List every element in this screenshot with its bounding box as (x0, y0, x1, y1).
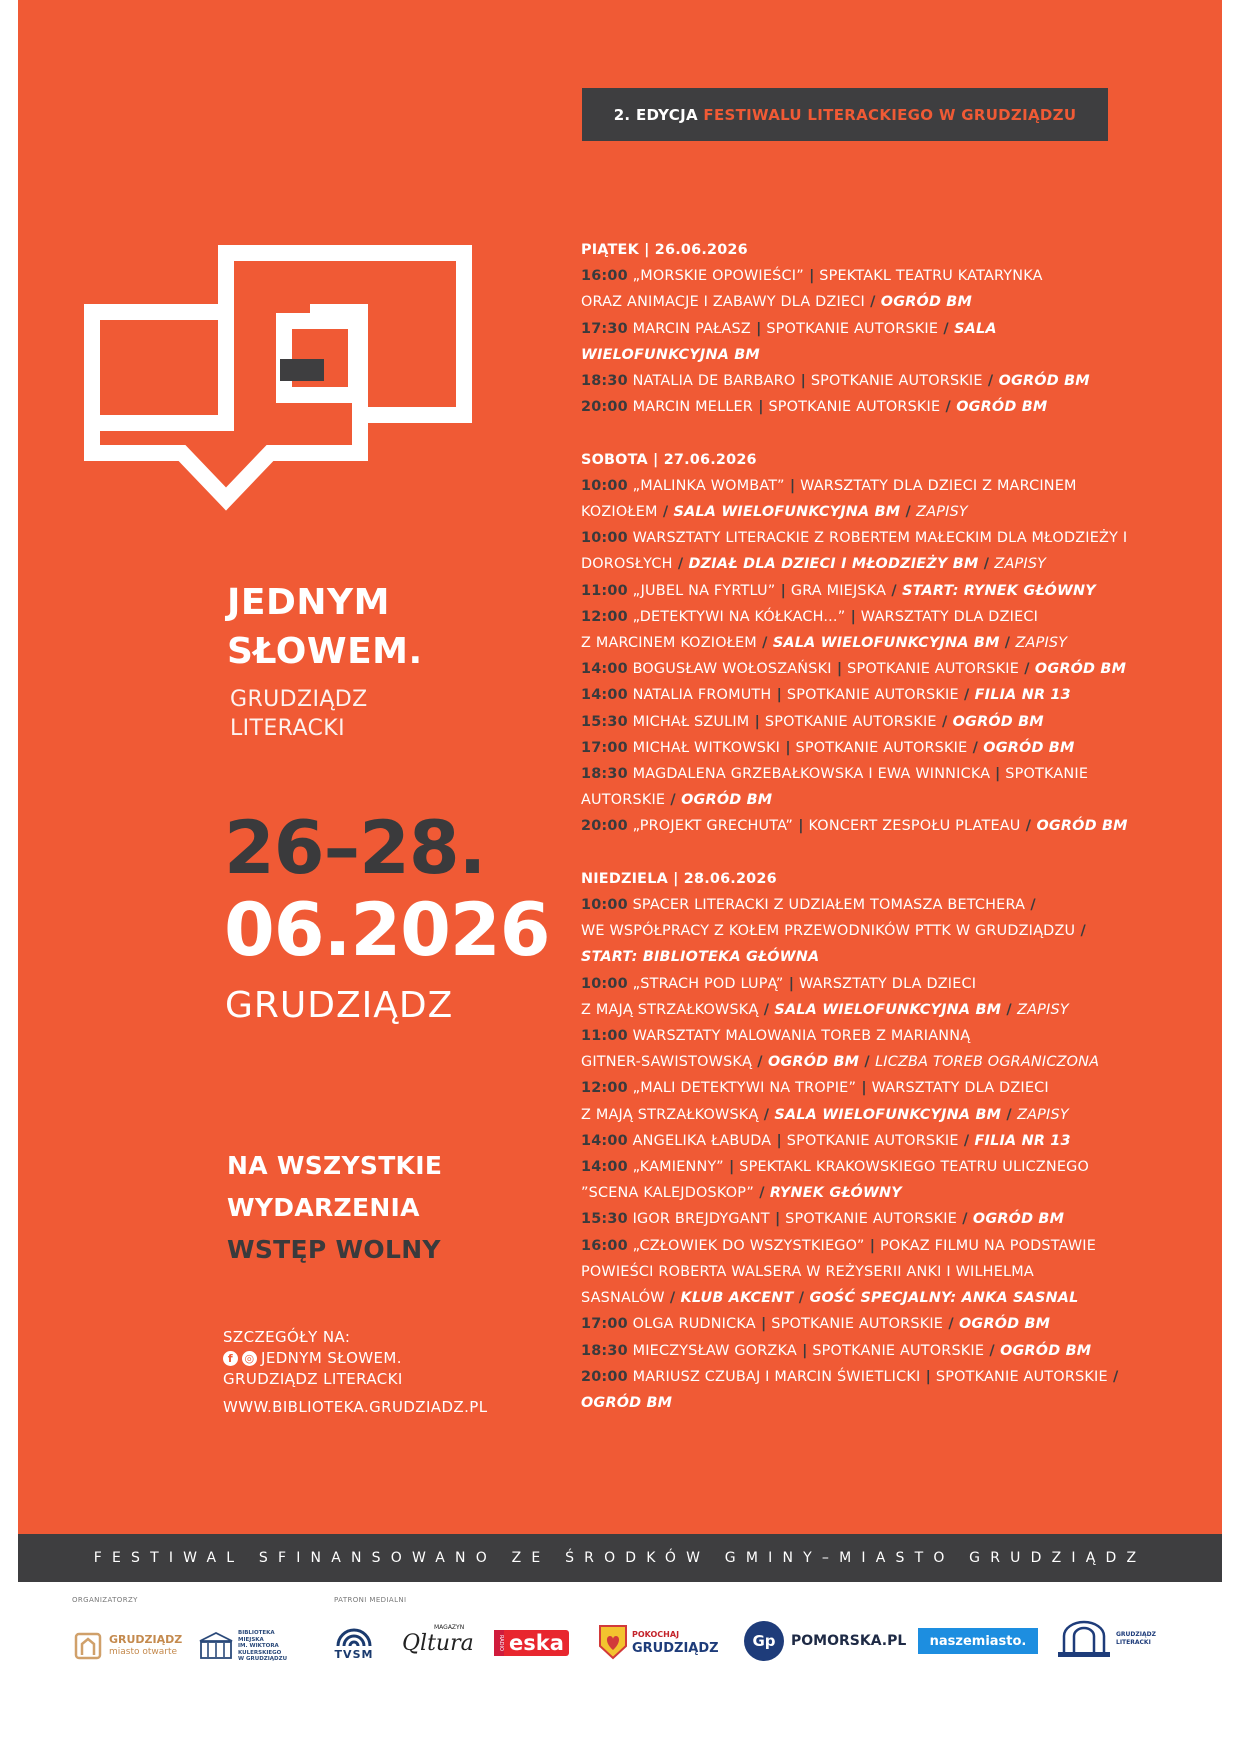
pomorska-logo[interactable]: Gp POMORSKA.PL (744, 1621, 906, 1661)
eska-logo[interactable]: RADIO eska (494, 1630, 569, 1656)
day-header-saturday: SOBOTA | 27.06.2026 (581, 451, 757, 468)
event-line: 14:00 NATALIA FROMUTH | SPOTKANIE AUTORSKIE / FILIA NR 13 (581, 687, 1071, 704)
event-line: 18:30 NATALIA DE BARBARO | SPOTKANIE AUTORSKIE / OGRÓD BM (581, 373, 1090, 390)
qltura-logo[interactable]: MAGAZYN Qltura (402, 1624, 474, 1656)
event-line: Z MAJĄ STRZAŁKOWSKĄ / SALA WIELOFUNKCYJNA BM / ZAPISY (581, 1106, 1069, 1123)
event-line: WIELOFUNKCYJNA BM (581, 346, 760, 363)
schedule (581, 237, 1171, 1416)
instagram-icon[interactable]: ◎ (242, 1351, 257, 1366)
event-line: 20:00 „PROJEKT GRECHUTA” | KONCERT ZESPOŁU PLATEAU / OGRÓD BM (581, 818, 1128, 835)
free-entry-notice: NA WSZYSTKIE WYDARZENIA WSTĘP WOLNY (227, 1151, 443, 1264)
heart-crest-icon (598, 1624, 628, 1660)
event-line: 18:30 MIECZYSŁAW GORZKA | SPOTKANIE AUTORSKIE / OGRÓD BM (581, 1342, 1092, 1359)
event-line: 11:00 WARSZTATY MALOWANIA TOREB Z MARIANNĄ (581, 1028, 971, 1045)
brand-subtitle: GRUDZIĄDZ LITERACKI (230, 687, 368, 741)
day-header-friday: PIĄTEK | 26.06.2026 (581, 242, 748, 258)
funding-bar: FESTIWAL SFINANSOWANO ZE ŚRODKÓW GMINY–MIASTO GRUDZIĄDZ (18, 1534, 1222, 1582)
media-patrons-label: PATRONI MEDIALNI (334, 1596, 407, 1604)
tvsm-waves-icon (333, 1626, 375, 1648)
event-line: SASNALÓW / KLUB AKCENT / GOŚĆ SPECJALNY: ANKA SASNAL (581, 1290, 1079, 1307)
event-line: DOROSŁYCH / DZIAŁ DLA DZIECI I MŁODZIEŻY BM / ZAPISY (581, 556, 1047, 573)
gp-icon: Gp (744, 1621, 784, 1661)
event-line: 18:30 MAGDALENA GRZEBAŁKOWSKA I EWA WINNICKA | SPOTKANIE (581, 766, 1089, 783)
social-name-2: GRUDZIĄDZ LITERACKI (223, 1370, 403, 1388)
event-line: 12:00 „MALI DETEKTYWI NA TROPIE” | WARSZTATY DLA DZIECI (581, 1080, 1049, 1097)
event-line: 14:00 BOGUSŁAW WOŁOSZAŃSKI | SPOTKANIE AUTORSKIE / OGRÓD BM (581, 661, 1127, 678)
event-line: KOZIOŁEM / SALA WIELOFUNKCYJNA BM / ZAPISY (581, 504, 968, 521)
event-line: 10:00 „MALINKA WOMBAT” | WARSZTATY DLA DZIECI Z MARCINEM (581, 477, 1077, 494)
event-line: 16:00 „MORSKIE OPOWIEŚCI” | SPEKTAKL TEATRU KATARYNKA (581, 268, 1043, 285)
tvsm-logo[interactable]: TVSM (333, 1626, 375, 1661)
event-line: 14:00 „KAMIENNY” | SPEKTAKL KRAKOWSKIEGO TEATRU ULICZNEGO (581, 1159, 1090, 1176)
event-line: Z MARCINEM KOZIOŁEM / SALA WIELOFUNKCYJNA BM / ZAPISY (581, 635, 1068, 652)
naszemiasto-logo[interactable]: naszemiasto. (918, 1628, 1038, 1654)
event-line: 17:00 OLGA RUDNICKA | SPOTKANIE AUTORSKIE / OGRÓD BM (581, 1316, 1051, 1333)
details-block (223, 1327, 487, 1418)
event-line: 20:00 MARIUSZ CZUBAJ I MARCIN ŚWIETLICKI | SPOTKANIE AUTORSKIE / (581, 1368, 1119, 1385)
event-line: 20:00 MARCIN MELLER | SPOTKANIE AUTORSKIE / OGRÓD BM (581, 399, 1048, 416)
social-row (223, 1348, 487, 1369)
organizers-label: ORGANIZATORZY (72, 1596, 138, 1604)
brand-title: JEDNYM SŁOWEM. (227, 582, 423, 672)
edition-festival-name: FESTIWALU LITERACKIEGO W GRUDZIĄDZU (703, 105, 1077, 124)
library-logo[interactable]: BIBLIOTEKA MIEJSKA IM. WIKTORA KULERSKIEGO W GRUDZIĄDZU (198, 1630, 287, 1663)
event-line: Z MAJĄ STRZAŁKOWSKĄ / SALA WIELOFUNKCYJNA BM / ZAPISY (581, 1001, 1069, 1018)
event-line: 12:00 „DETEKTYWI NA KÓŁKACH...” | WARSZTATY DLA DZIECI (581, 608, 1039, 625)
arch-logo-icon (1056, 1620, 1112, 1658)
event-line: GITNER-SAWISTOWSKĄ / OGRÓD BM / LICZBA TOREB OGRANICZONA (581, 1054, 1100, 1071)
festival-dates: 26–28. 06.2026 (224, 806, 550, 973)
event-line: 15:30 MICHAŁ SZULIM | SPOTKANIE AUTORSKIE / OGRÓD BM (581, 713, 1044, 730)
event-line: 10:00 SPACER LITERACKI Z UDZIAŁEM TOMASZA BETCHERA / (581, 897, 1036, 914)
event-line: 10:00 WARSZTATY LITERACKIE Z ROBERTEM MAŁECKIM DLA MŁODZIEŻY I (581, 530, 1128, 547)
event-line: OGRÓD BM (581, 1394, 673, 1411)
details-label: SZCZEGÓŁY NA: (223, 1328, 351, 1346)
festival-city: GRUDZIĄDZ (225, 985, 454, 1026)
edition-number: 2. EDYCJA (613, 105, 698, 124)
event-line: 15:30 IGOR BREJDYGANT | SPOTKANIE AUTORSKIE / OGRÓD BM (581, 1211, 1065, 1228)
sponsors-area (0, 1582, 1240, 1754)
event-line: ”SCENA KALEJDOSKOP” / RYNEK GŁÓWNY (581, 1185, 902, 1202)
book-logo-icon (84, 245, 516, 555)
event-line: 10:00 „STRACH POD LUPĄ” | WARSZTATY DLA DZIECI (581, 975, 977, 992)
event-line: AUTORSKIE / OGRÓD BM (581, 792, 773, 809)
library-building-icon (198, 1631, 234, 1661)
event-line: ORAZ ANIMACJE I ZABAWY DLA DZIECI / OGRÓD BM (581, 294, 973, 311)
grudziadz-literacki-logo[interactable]: GRUDZIĄDZ LITERACKI (1056, 1620, 1156, 1658)
facebook-icon[interactable]: f (223, 1351, 238, 1366)
day-header-sunday: NIEDZIELA | 28.06.2026 (581, 870, 777, 887)
social-name: JEDNYM SŁOWEM. (261, 1349, 402, 1367)
edition-banner (582, 88, 1108, 141)
city-crest-icon (73, 1631, 103, 1661)
event-line: 16:00 „CZŁOWIEK DO WSZYSTKIEGO” | POKAZ FILMU NA PODSTAWIE (581, 1237, 1097, 1254)
event-line: POWIEŚCI ROBERTA WALSERA W REŻYSERII ANKI I WILHELMA (581, 1263, 1034, 1280)
event-line: 17:00 MICHAŁ WITKOWSKI | SPOTKANIE AUTORSKIE / OGRÓD BM (581, 739, 1075, 756)
event-line: WE WSPÓŁPRACY Z KOŁEM PRZEWODNIKÓW PTTK W GRUDZIĄDZU / (581, 923, 1086, 940)
grudziadz-city-logo[interactable]: GRUDZIĄDZ miasto otwarte (73, 1631, 182, 1661)
website-link[interactable]: WWW.BIBLIOTEKA.GRUDZIADZ.PL (223, 1398, 488, 1416)
event-line: 11:00 „JUBEL NA FYRTLU” | GRA MIEJSKA / START: RYNEK GŁÓWNY (581, 582, 1096, 599)
event-line: 17:30 MARCIN PAŁASZ | SPOTKANIE AUTORSKIE / SALA (581, 320, 997, 337)
event-line: 14:00 ANGELIKA ŁABUDA | SPOTKANIE AUTORSKIE / FILIA NR 13 (581, 1132, 1071, 1149)
pokochaj-grudziadz-logo[interactable]: POKOCHAJ GRUDZIĄDZ (598, 1624, 719, 1660)
event-line: START: BIBLIOTEKA GŁÓWNA (581, 949, 820, 966)
